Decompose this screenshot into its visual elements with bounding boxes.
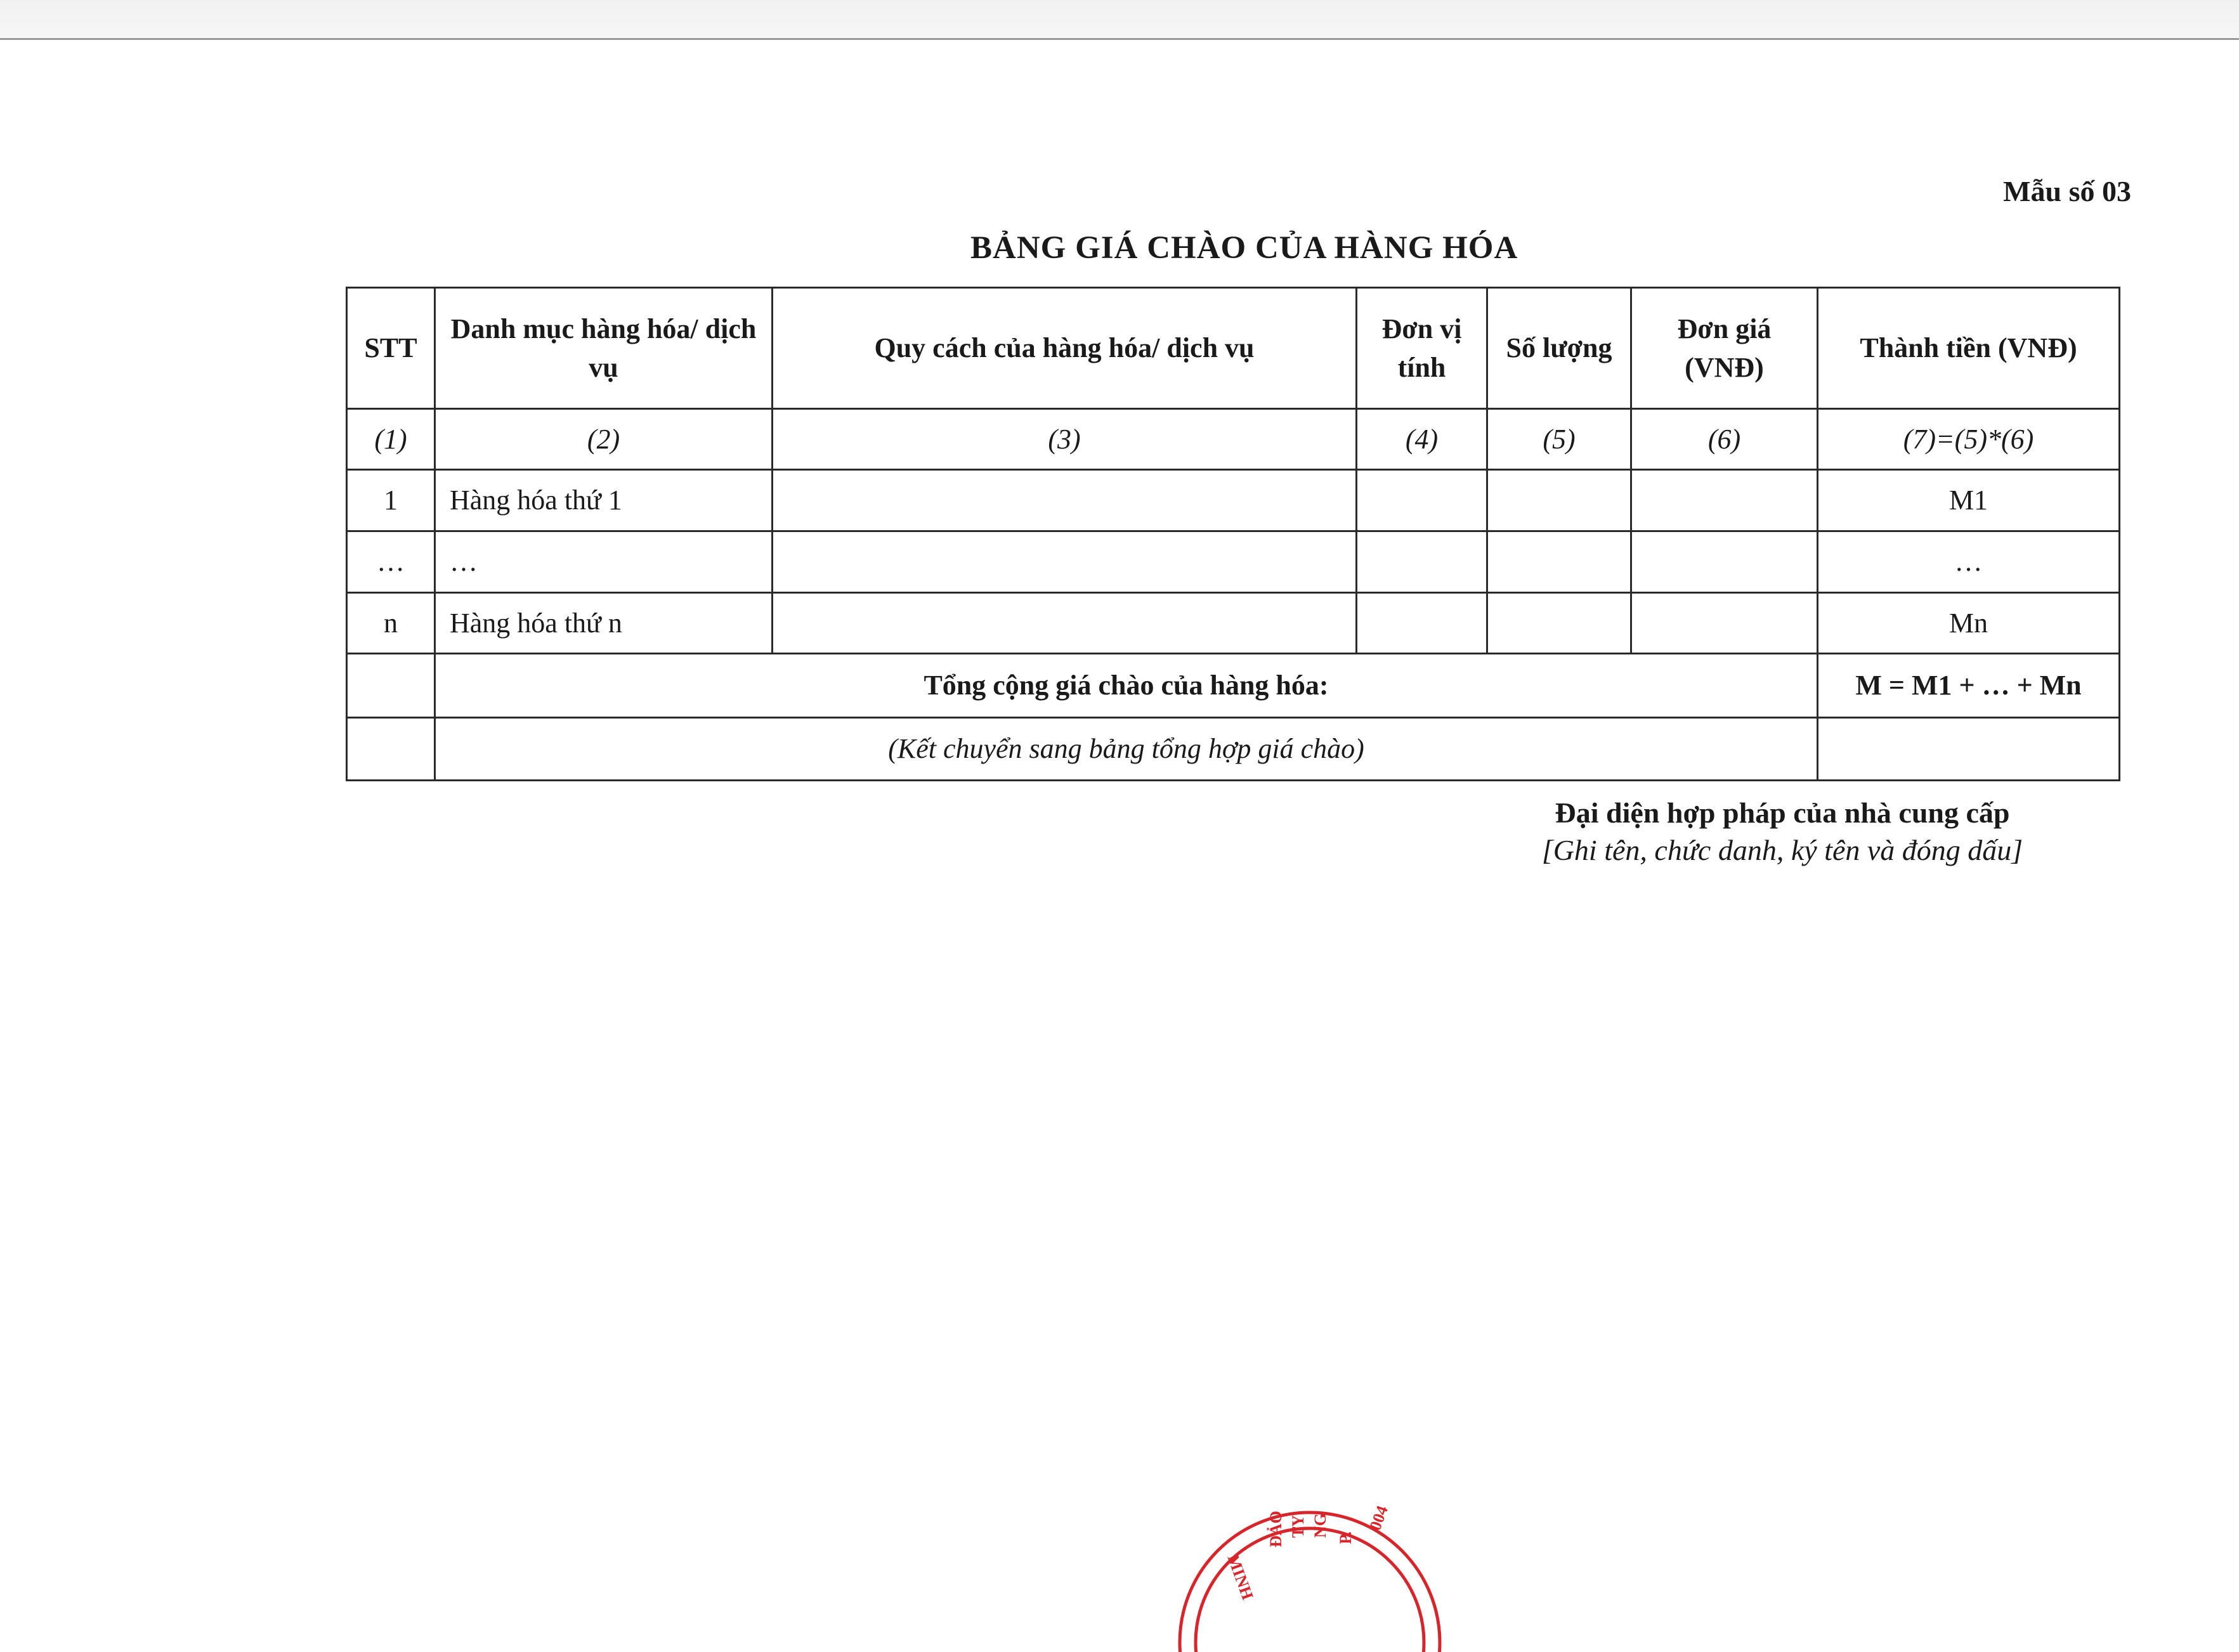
index-cell: (4) <box>1357 409 1487 470</box>
header-item: Danh mục hàng hóa/ dịch vụ <box>435 288 773 409</box>
transfer-blank-cell <box>347 718 435 781</box>
total-value: M = M1 + … + Mn <box>1818 654 2120 718</box>
index-cell: (6) <box>1631 409 1818 470</box>
company-seal <box>1170 1487 1449 1652</box>
scan-shadow <box>0 0 2239 38</box>
row-item: Hàng hóa thứ n <box>435 592 773 654</box>
svg-text:P.: P. <box>1336 1532 1355 1544</box>
svg-text:004: 004 <box>1366 1503 1392 1533</box>
header-stt: STT <box>347 288 435 409</box>
index-cell: (7)=(5)*(6) <box>1818 409 2120 470</box>
index-cell: (1) <box>347 409 435 470</box>
total-row <box>347 654 2120 718</box>
header-amount: Thành tiền (VNĐ) <box>1818 288 2120 409</box>
svg-text:ĐẢO: ĐẢO <box>1267 1511 1285 1547</box>
row-stt: … <box>347 531 435 592</box>
total-label: Tổng cộng giá chào của hàng hóa: <box>435 654 1818 718</box>
signature-title: Đại diện hợp pháp của nhà cung cấp <box>1555 797 2010 829</box>
row-unit <box>1357 531 1487 592</box>
scan-edge-line <box>0 38 2239 40</box>
signature-block <box>1484 796 2080 867</box>
svg-text:MINH: MINH <box>1224 1552 1257 1603</box>
index-cell: (3) <box>773 409 1357 470</box>
transfer-row <box>347 718 2120 781</box>
table-row <box>347 531 2120 592</box>
total-blank-cell <box>347 654 435 718</box>
row-unit <box>1357 470 1487 531</box>
header-row <box>347 288 2120 409</box>
row-spec <box>773 531 1357 592</box>
index-cell: (2) <box>435 409 773 470</box>
index-cell: (5) <box>1487 409 1631 470</box>
row-unit <box>1357 592 1487 654</box>
header-quantity: Số lượng <box>1487 288 1631 409</box>
row-quantity <box>1487 470 1631 531</box>
table-row <box>347 470 2120 531</box>
row-item: Hàng hóa thứ 1 <box>435 470 773 531</box>
header-unit: Đơn vị tính <box>1357 288 1487 409</box>
transfer-note: (Kết chuyển sang bảng tổng hợp giá chào) <box>435 718 1818 781</box>
svg-text:NG: NG <box>1311 1513 1329 1538</box>
row-spec <box>773 592 1357 654</box>
row-item: … <box>435 531 773 592</box>
header-unit-price: Đơn giá (VNĐ) <box>1631 288 1818 409</box>
document-title: BẢNG GIÁ CHÀO CỦA HÀNG HÓA <box>970 230 1518 266</box>
row-stt: 1 <box>347 470 435 531</box>
transfer-amount-cell <box>1818 718 2120 781</box>
row-spec <box>773 470 1357 531</box>
svg-text:TY: TY <box>1289 1514 1307 1538</box>
form-code: Mẫu số 03 <box>2003 175 2131 207</box>
row-amount: Mn <box>1818 592 2120 654</box>
row-amount: … <box>1818 531 2120 592</box>
row-stt: n <box>347 592 435 654</box>
signature-instructions: [Ghi tên, chức danh, ký tên và đóng dấu] <box>1541 834 2023 866</box>
header-spec: Quy cách của hàng hóa/ dịch vụ <box>773 288 1357 409</box>
row-quantity <box>1487 531 1631 592</box>
row-quantity <box>1487 592 1631 654</box>
row-unit-price <box>1631 531 1818 592</box>
row-unit-price <box>1631 592 1818 654</box>
row-amount: M1 <box>1818 470 2120 531</box>
row-unit-price <box>1631 470 1818 531</box>
price-quote-table <box>346 287 2120 781</box>
index-row <box>347 409 2120 470</box>
table-row <box>347 592 2120 654</box>
